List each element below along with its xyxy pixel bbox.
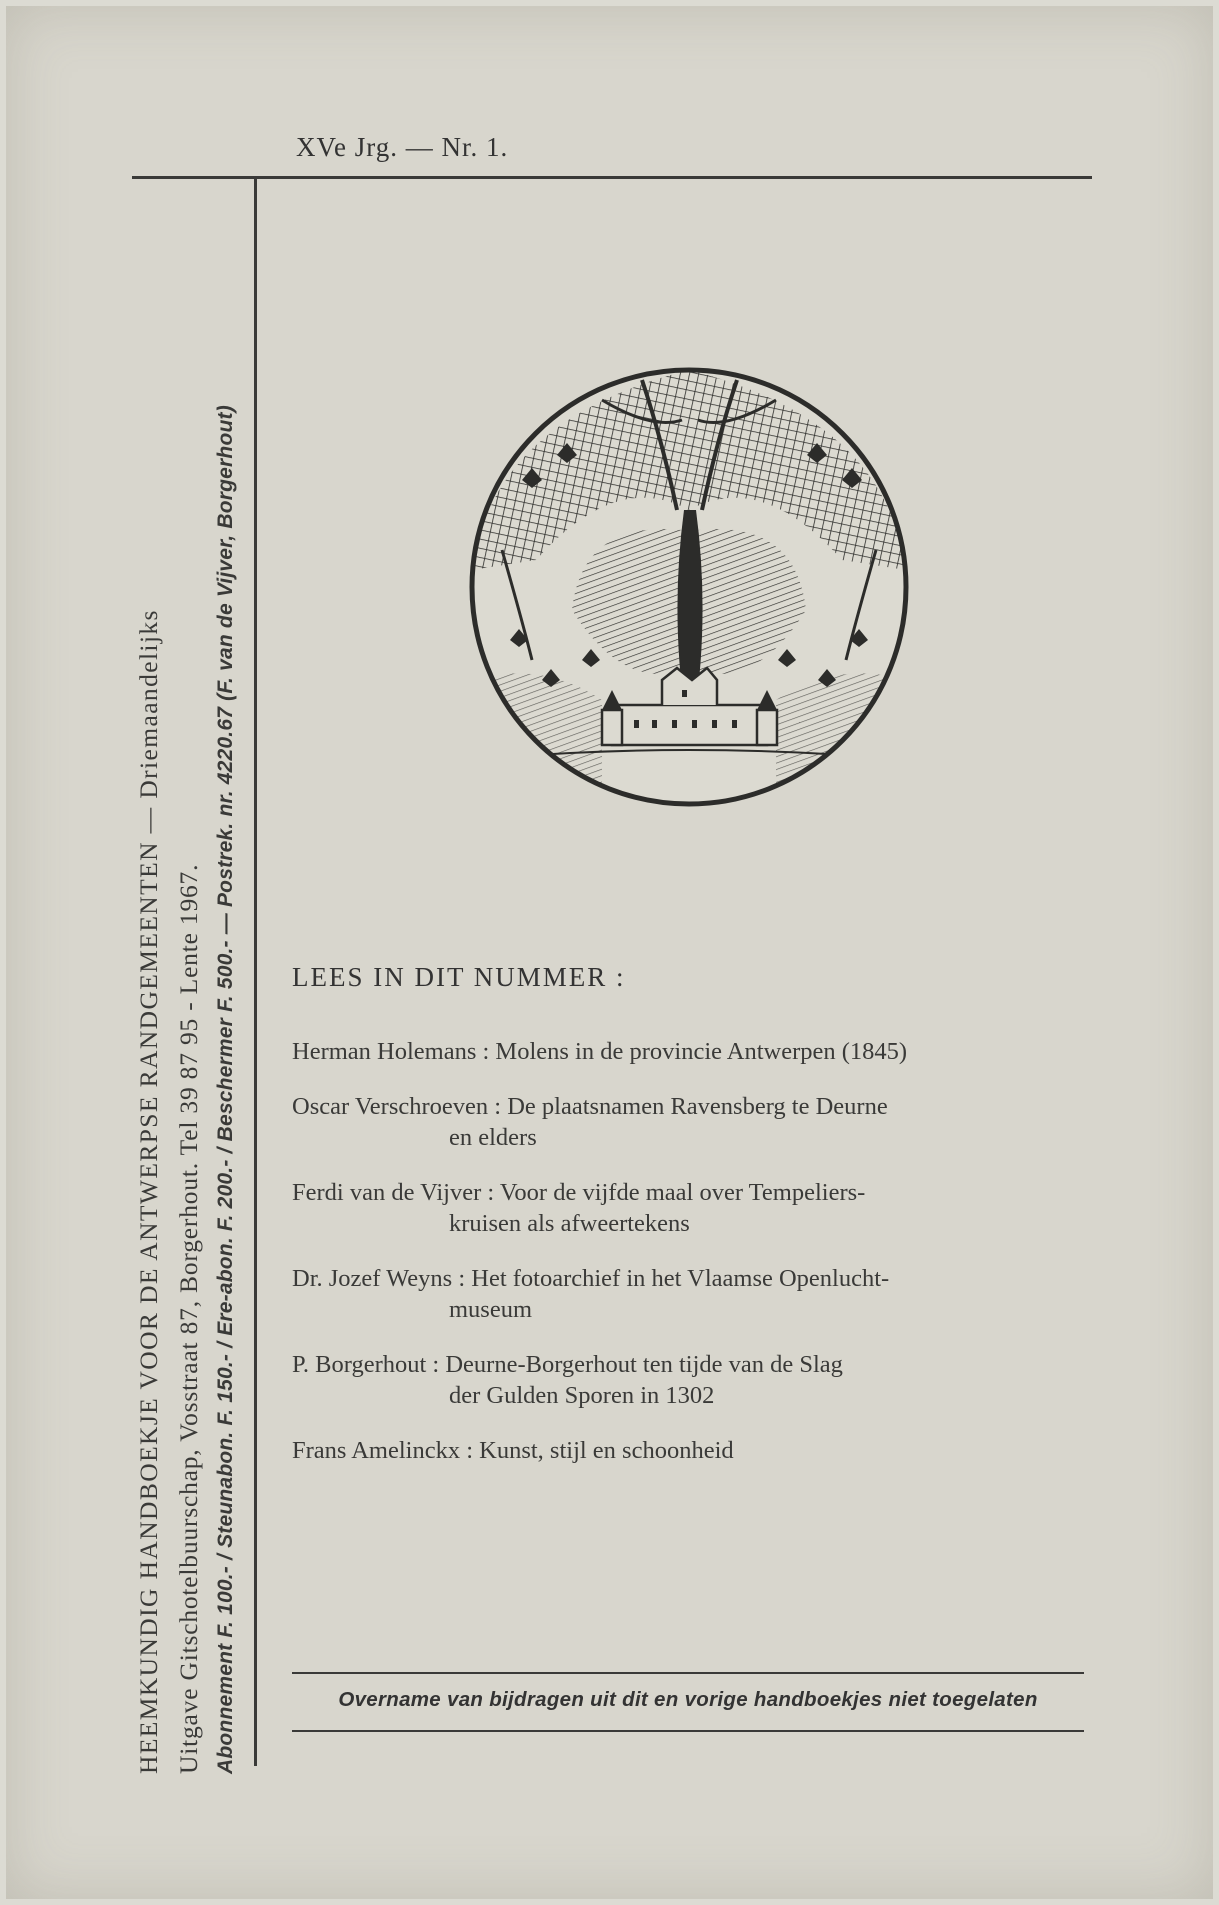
toc-entry-line: Herman Holemans : Molens in de provincie Antwerpen (1845) <box>292 1038 908 1065</box>
table-of-contents <box>292 1036 1088 1490</box>
toc-entry-line: Dr. Jozef Weyns : Het fotoarchief in het Vlaamse Openlucht- <box>292 1265 890 1292</box>
footer-rule-bottom <box>292 1730 1084 1732</box>
toc-entry-line: Frans Amelinckx : Kunst, stijl en schoonheid <box>292 1437 734 1464</box>
toc-entry-van-de-vijver <box>292 1177 1088 1239</box>
reproduction-notice: Overname van bijdragen uit dit en vorige handboekjes niet toegelaten <box>338 1688 1038 1711</box>
spine-rule <box>254 178 257 1766</box>
page <box>6 6 1213 1899</box>
toc-entry-continuation: en elders <box>449 1124 537 1151</box>
spine-title: HEEMKUNDIG HANDBOEKJE VOOR DE ANTWERPSE RANDGEMEENTEN — Driemaandelijks <box>134 609 163 1774</box>
contents-heading: LEES IN DIT NUMMER : <box>292 962 626 992</box>
toc-entry-continuation: der Gulden Sporen in 1302 <box>449 1382 715 1409</box>
toc-entry-continuation: kruisen als afweertekens <box>449 1210 690 1237</box>
toc-entry-amelinckx <box>292 1435 1088 1466</box>
spine-subscription: Abonnement F. 100.- / Steunabon. F. 150.- / Ere-abon. F. 200.- / Beschermer F. 500.- — Postrek. nr. 4220.67 (F. van de Vijver, Borgerhout) <box>214 405 237 1774</box>
toc-entry-continuation: museum <box>449 1296 533 1323</box>
emblem-illustration <box>462 360 916 814</box>
issue-number: XVe Jrg. — Nr. 1. <box>296 132 509 162</box>
spine-publisher: Uitgave Gitschotelbuurschap, Vosstraat 87, Borgerhout. Tel 39 87 95 - Lente 1967. <box>174 863 203 1774</box>
toc-entry-holemans <box>292 1036 1088 1067</box>
toc-entry-borgerhout <box>292 1349 1088 1411</box>
toc-entry-line: Ferdi van de Vijver : Voor de vijfde maal over Tempeliers- <box>292 1179 866 1206</box>
toc-entry-verschroeven <box>292 1091 1088 1153</box>
toc-entry-line: P. Borgerhout : Deurne-Borgerhout ten tijde van de Slag <box>292 1351 843 1378</box>
footer-rule-top <box>292 1672 1084 1674</box>
top-rule <box>132 176 1092 179</box>
toc-entry-weyns <box>292 1263 1088 1325</box>
toc-entry-line: Oscar Verschroeven : De plaatsnamen Ravensberg te Deurne <box>292 1093 888 1120</box>
